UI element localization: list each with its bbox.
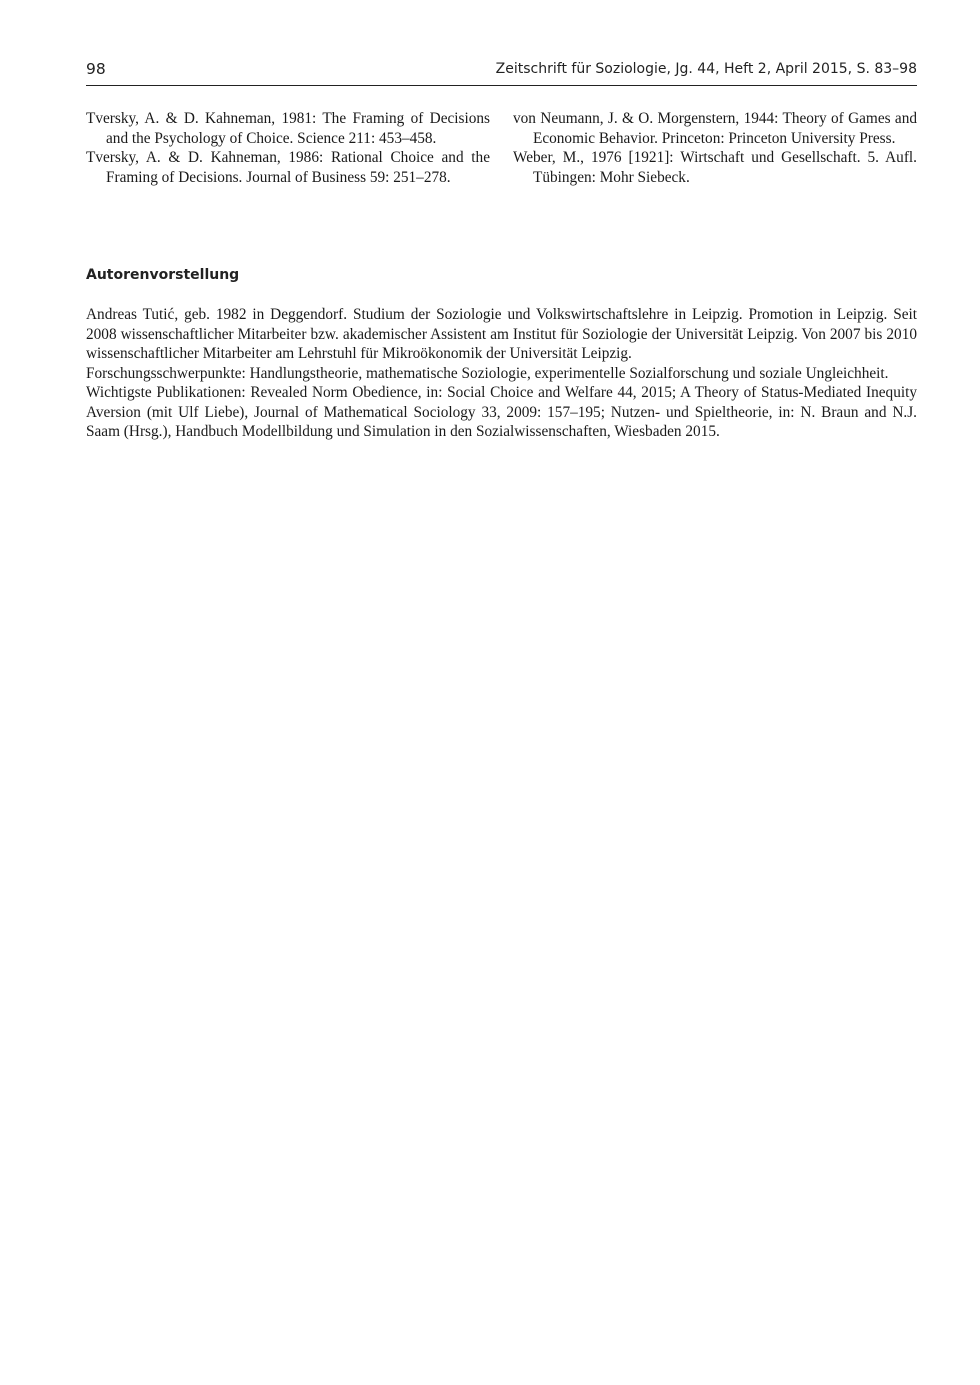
reference-entry: von Neumann, J. & O. Morgenstern, 1944: Theory of Games and Economic Behavior. Princeton: Princeton University Press. xyxy=(513,110,917,147)
references-right-column xyxy=(513,109,917,187)
running-head: Zeitschrift für Soziologie, Jg. 44, Heft 2, April 2015, S. 83–98 xyxy=(495,61,917,77)
reference-entry: Tversky, A. & D. Kahneman, 1981: The Framing of Decisions and the Psychology of Choice. Science 211: 453–458. xyxy=(86,110,490,147)
reference-entry: Tversky, A. & D. Kahneman, 1986: Rational Choice and the Framing of Decisions. Journal of Business 59: 251–278. xyxy=(86,149,490,186)
author-bio xyxy=(86,305,917,442)
section-heading: Autorenvorstellung xyxy=(86,267,240,283)
references-left-column xyxy=(86,109,490,187)
page-number: 98 xyxy=(86,60,106,78)
research-focus-paragraph: Forschungsschwerpunkte: Handlungstheorie, mathematische Soziologie, experimentelle Sozialforschung und soziale Ungleichheit. xyxy=(86,364,889,382)
reference-entry: Weber, M., 1976 [1921]: Wirtschaft und Gesellschaft. 5. Aufl. Tübingen: Mohr Siebeck. xyxy=(513,149,917,186)
publications-paragraph: Wichtigste Publikationen: Revealed Norm Obedience, in: Social Choice and Welfare 44, 2015; A Theory of Status-Mediated Inequity Aversion (mit Ulf Liebe), Journal of Mathematical Sociology 33, 2009: 157–195; Nutzen- und Spieltheorie, in: N. Braun and N.J. Saam (Hrsg.), Handbuch Modellbildung und Simulation in den Sozialwissenschaften, Wiesbaden 2015. xyxy=(86,384,917,440)
header-rule xyxy=(86,85,917,86)
bio-paragraph: Andreas Tutić, geb. 1982 in Deggendorf. Studium der Soziologie und Volkswirtschaftslehre in Leipzig. Promotion in Leipzig. Seit 2008 wissenschaftlicher Mitarbeiter bzw. akademischer Assistent am Institut für Soziologie der Universität Leipzig. Von 2007 bis 2010 wissenschaftlicher Mitarbeiter am Lehrstuhl für Mikroökonomik der Universität Leipzig. xyxy=(86,306,917,362)
